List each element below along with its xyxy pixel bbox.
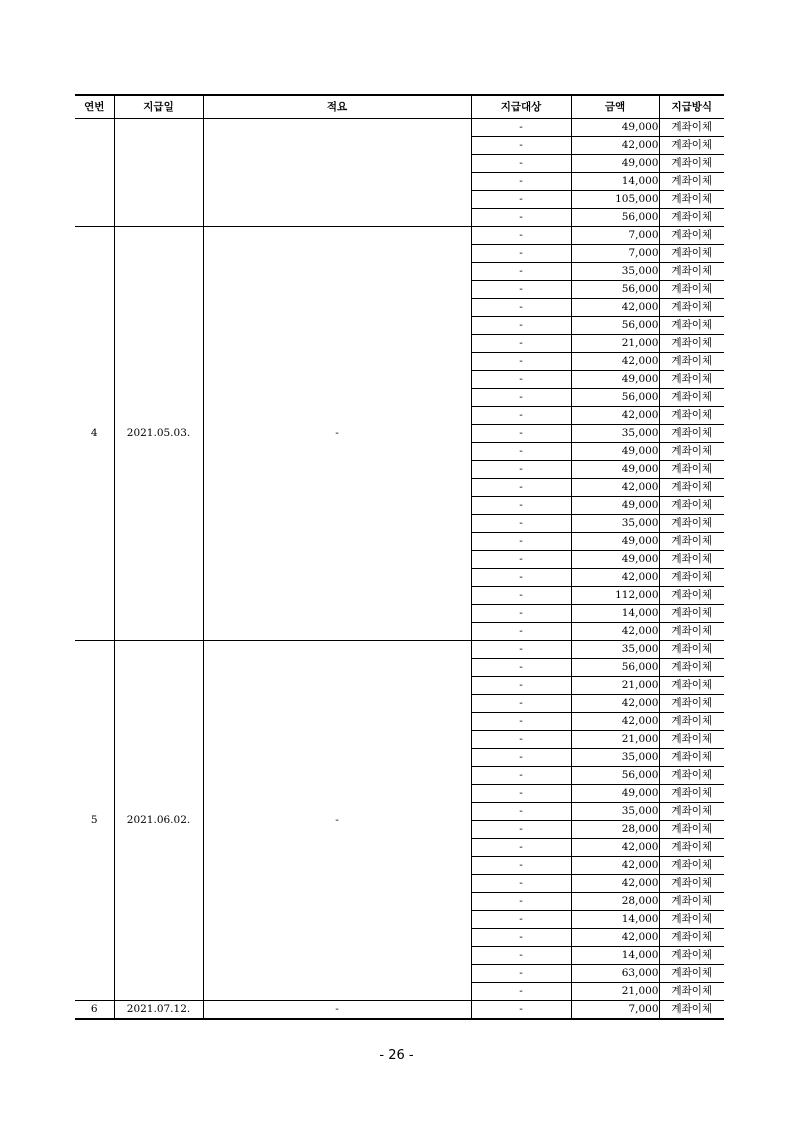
payment-method-cell: 계좌이체 xyxy=(659,677,724,695)
amount-cell: 49,000 xyxy=(571,155,659,173)
amount-cell: 35,000 xyxy=(571,515,659,533)
payment-method-cell: 계좌이체 xyxy=(659,767,724,785)
recipient-cell: - xyxy=(471,173,571,191)
payment-method-cell: 계좌이체 xyxy=(659,155,724,173)
recipient-cell: - xyxy=(471,515,571,533)
payment-method-cell: 계좌이체 xyxy=(659,713,724,731)
payment-method-cell: 계좌이체 xyxy=(659,461,724,479)
payment-method-cell: 계좌이체 xyxy=(659,731,724,749)
payment-method-cell: 계좌이체 xyxy=(659,191,724,209)
amount-cell: 35,000 xyxy=(571,749,659,767)
recipient-cell: - xyxy=(471,461,571,479)
recipient-cell: - xyxy=(471,803,571,821)
amount-cell: 42,000 xyxy=(571,875,659,893)
table-row xyxy=(75,119,724,137)
payment-ledger-table xyxy=(75,94,724,1020)
header-payment-method: 지급방식 xyxy=(659,95,724,119)
payment-method-cell: 계좌이체 xyxy=(659,389,724,407)
recipient-cell: - xyxy=(471,569,571,587)
recipient-cell: - xyxy=(471,335,571,353)
recipient-cell: - xyxy=(471,785,571,803)
summary-cell: - xyxy=(203,641,471,1001)
amount-cell: 49,000 xyxy=(571,785,659,803)
recipient-cell: - xyxy=(471,821,571,839)
payment-method-cell: 계좌이체 xyxy=(659,335,724,353)
amount-cell: 49,000 xyxy=(571,533,659,551)
amount-cell: 42,000 xyxy=(571,857,659,875)
amount-cell: 14,000 xyxy=(571,911,659,929)
amount-cell: 49,000 xyxy=(571,461,659,479)
table-body xyxy=(75,119,724,1020)
recipient-cell: - xyxy=(471,533,571,551)
amount-cell: 21,000 xyxy=(571,335,659,353)
payment-method-cell: 계좌이체 xyxy=(659,245,724,263)
payment-method-cell: 계좌이체 xyxy=(659,623,724,641)
amount-cell: 14,000 xyxy=(571,947,659,965)
payment-method-cell: 계좌이체 xyxy=(659,173,724,191)
recipient-cell: - xyxy=(471,497,571,515)
payment-method-cell: 계좌이체 xyxy=(659,227,724,245)
table-row xyxy=(75,641,724,659)
payment-method-cell: 계좌이체 xyxy=(659,911,724,929)
summary-cell xyxy=(203,119,471,227)
amount-cell: 42,000 xyxy=(571,353,659,371)
recipient-cell: - xyxy=(471,893,571,911)
header-recipient: 지급대상 xyxy=(471,95,571,119)
recipient-cell: - xyxy=(471,227,571,245)
payment-method-cell: 계좌이체 xyxy=(659,641,724,659)
amount-cell: 7,000 xyxy=(571,1001,659,1020)
amount-cell: 35,000 xyxy=(571,803,659,821)
payment-method-cell: 계좌이체 xyxy=(659,263,724,281)
summary-cell: - xyxy=(203,227,471,641)
payment-method-cell: 계좌이체 xyxy=(659,587,724,605)
amount-cell: 42,000 xyxy=(571,569,659,587)
recipient-cell: - xyxy=(471,857,571,875)
payment-method-cell: 계좌이체 xyxy=(659,605,724,623)
recipient-cell: - xyxy=(471,263,571,281)
recipient-cell: - xyxy=(471,371,571,389)
payment-method-cell: 계좌이체 xyxy=(659,353,724,371)
serial-no-cell: 5 xyxy=(75,641,114,1001)
amount-cell: 42,000 xyxy=(571,839,659,857)
payment-method-cell: 계좌이체 xyxy=(659,983,724,1001)
amount-cell: 7,000 xyxy=(571,245,659,263)
payment-method-cell: 계좌이체 xyxy=(659,407,724,425)
amount-cell: 56,000 xyxy=(571,659,659,677)
amount-cell: 56,000 xyxy=(571,317,659,335)
amount-cell: 42,000 xyxy=(571,479,659,497)
page-number: - 26 - xyxy=(379,1048,414,1063)
recipient-cell: - xyxy=(471,677,571,695)
table-row xyxy=(75,1001,724,1020)
payment-method-cell: 계좌이체 xyxy=(659,749,724,767)
amount-cell: 14,000 xyxy=(571,605,659,623)
recipient-cell: - xyxy=(471,443,571,461)
amount-cell: 49,000 xyxy=(571,119,659,137)
header-amount: 금액 xyxy=(571,95,659,119)
amount-cell: 7,000 xyxy=(571,227,659,245)
amount-cell: 56,000 xyxy=(571,209,659,227)
recipient-cell: - xyxy=(471,119,571,137)
amount-cell: 56,000 xyxy=(571,767,659,785)
payment-method-cell: 계좌이체 xyxy=(659,785,724,803)
amount-cell: 35,000 xyxy=(571,263,659,281)
recipient-cell: - xyxy=(471,353,571,371)
recipient-cell: - xyxy=(471,749,571,767)
recipient-cell: - xyxy=(471,587,571,605)
payment-method-cell: 계좌이체 xyxy=(659,281,724,299)
payment-method-cell: 계좌이체 xyxy=(659,659,724,677)
payment-method-cell: 계좌이체 xyxy=(659,1001,724,1020)
recipient-cell: - xyxy=(471,551,571,569)
recipient-cell: - xyxy=(471,605,571,623)
serial-no-cell: 4 xyxy=(75,227,114,641)
recipient-cell: - xyxy=(471,911,571,929)
payment-method-cell: 계좌이체 xyxy=(659,551,724,569)
payment-method-cell: 계좌이체 xyxy=(659,533,724,551)
recipient-cell: - xyxy=(471,713,571,731)
table-header-row xyxy=(75,95,724,119)
payment-method-cell: 계좌이체 xyxy=(659,965,724,983)
summary-cell: - xyxy=(203,1001,471,1020)
payment-method-cell: 계좌이체 xyxy=(659,425,724,443)
payment-method-cell: 계좌이체 xyxy=(659,317,724,335)
recipient-cell: - xyxy=(471,281,571,299)
serial-no-cell xyxy=(75,119,114,227)
payment-method-cell: 계좌이체 xyxy=(659,839,724,857)
payment-method-cell: 계좌이체 xyxy=(659,299,724,317)
recipient-cell: - xyxy=(471,839,571,857)
recipient-cell: - xyxy=(471,389,571,407)
payment-method-cell: 계좌이체 xyxy=(659,569,724,587)
payment-method-cell: 계좌이체 xyxy=(659,929,724,947)
recipient-cell: - xyxy=(471,983,571,1001)
recipient-cell: - xyxy=(471,659,571,677)
amount-cell: 21,000 xyxy=(571,731,659,749)
amount-cell: 112,000 xyxy=(571,587,659,605)
amount-cell: 42,000 xyxy=(571,299,659,317)
serial-no-cell: 6 xyxy=(75,1001,114,1020)
amount-cell: 42,000 xyxy=(571,713,659,731)
recipient-cell: - xyxy=(471,641,571,659)
amount-cell: 42,000 xyxy=(571,407,659,425)
payment-method-cell: 계좌이체 xyxy=(659,371,724,389)
recipient-cell: - xyxy=(471,965,571,983)
amount-cell: 21,000 xyxy=(571,983,659,1001)
recipient-cell: - xyxy=(471,875,571,893)
amount-cell: 21,000 xyxy=(571,677,659,695)
payment-method-cell: 계좌이체 xyxy=(659,947,724,965)
payment-method-cell: 계좌이체 xyxy=(659,119,724,137)
amount-cell: 28,000 xyxy=(571,821,659,839)
amount-cell: 42,000 xyxy=(571,137,659,155)
recipient-cell: - xyxy=(471,695,571,713)
recipient-cell: - xyxy=(471,209,571,227)
payment-method-cell: 계좌이체 xyxy=(659,443,724,461)
amount-cell: 35,000 xyxy=(571,641,659,659)
header-summary: 적요 xyxy=(203,95,471,119)
table-row xyxy=(75,227,724,245)
amount-cell: 56,000 xyxy=(571,389,659,407)
recipient-cell: - xyxy=(471,299,571,317)
recipient-cell: - xyxy=(471,137,571,155)
header-payment-date: 지급일 xyxy=(114,95,203,119)
recipient-cell: - xyxy=(471,929,571,947)
amount-cell: 63,000 xyxy=(571,965,659,983)
amount-cell: 56,000 xyxy=(571,281,659,299)
payment-method-cell: 계좌이체 xyxy=(659,497,724,515)
amount-cell: 49,000 xyxy=(571,551,659,569)
amount-cell: 49,000 xyxy=(571,371,659,389)
recipient-cell: - xyxy=(471,767,571,785)
recipient-cell: - xyxy=(471,245,571,263)
payment-date-cell: 2021.07.12. xyxy=(114,1001,203,1020)
payment-method-cell: 계좌이체 xyxy=(659,137,724,155)
amount-cell: 28,000 xyxy=(571,893,659,911)
payment-date-cell xyxy=(114,119,203,227)
header-serial-no: 연번 xyxy=(75,95,114,119)
payment-method-cell: 계좌이체 xyxy=(659,515,724,533)
amount-cell: 49,000 xyxy=(571,497,659,515)
payment-date-cell: 2021.06.02. xyxy=(114,641,203,1001)
payment-method-cell: 계좌이체 xyxy=(659,821,724,839)
payment-method-cell: 계좌이체 xyxy=(659,479,724,497)
amount-cell: 35,000 xyxy=(571,425,659,443)
amount-cell: 105,000 xyxy=(571,191,659,209)
recipient-cell: - xyxy=(471,623,571,641)
recipient-cell: - xyxy=(471,479,571,497)
recipient-cell: - xyxy=(471,317,571,335)
amount-cell: 42,000 xyxy=(571,929,659,947)
payment-method-cell: 계좌이체 xyxy=(659,875,724,893)
payment-date-cell: 2021.05.03. xyxy=(114,227,203,641)
recipient-cell: - xyxy=(471,1001,571,1020)
recipient-cell: - xyxy=(471,731,571,749)
recipient-cell: - xyxy=(471,407,571,425)
payment-method-cell: 계좌이체 xyxy=(659,803,724,821)
recipient-cell: - xyxy=(471,425,571,443)
payment-method-cell: 계좌이체 xyxy=(659,857,724,875)
recipient-cell: - xyxy=(471,191,571,209)
amount-cell: 42,000 xyxy=(571,695,659,713)
payment-method-cell: 계좌이체 xyxy=(659,209,724,227)
payment-method-cell: 계좌이체 xyxy=(659,695,724,713)
amount-cell: 14,000 xyxy=(571,173,659,191)
amount-cell: 42,000 xyxy=(571,623,659,641)
recipient-cell: - xyxy=(471,155,571,173)
amount-cell: 49,000 xyxy=(571,443,659,461)
payment-method-cell: 계좌이체 xyxy=(659,893,724,911)
recipient-cell: - xyxy=(471,947,571,965)
